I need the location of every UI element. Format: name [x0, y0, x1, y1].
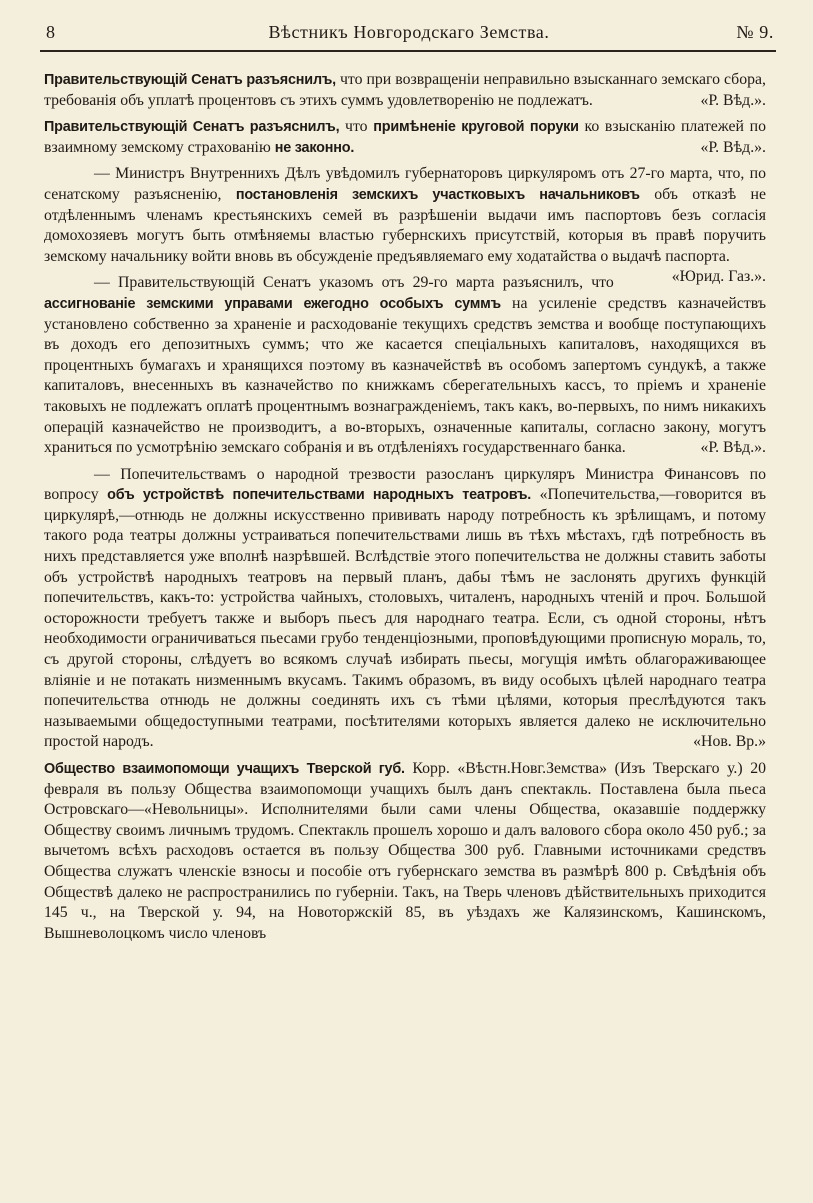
item-text: что: [339, 118, 374, 136]
item-text: — Попечительствамъ о народной трезвости разосланъ циркуляръ Министра Финансовъ по вопросу: [44, 465, 766, 504]
item-text: — Правительствующій Сенатъ указомъ отъ 29-го марта разъяснилъ, что: [94, 274, 614, 292]
news-item-senate-fees: [44, 70, 766, 111]
journal-title: Вѣстникъ Новгородскаго Земства.: [268, 22, 550, 42]
news-item-theatres: [44, 465, 766, 753]
source-ref: «Нов. Вр.»: [693, 733, 766, 751]
item-heading: объ устройствѣ попечительствами народныхъ театровъ.: [107, 487, 532, 504]
news-item-senate-insurance: [44, 117, 766, 158]
article-body: [44, 70, 766, 950]
item-text-2: ко взысканію платежей по взаимному земскому страхованію: [44, 118, 766, 156]
page-number: 8: [46, 22, 56, 42]
issue-number: № 9.: [736, 22, 774, 42]
item-text: — Министръ Внутреннихъ Дѣлъ увѣдомилъ губернаторовъ циркуляромъ отъ 27-го марта, что, по сенатскому разъясненію,: [44, 165, 766, 203]
item-heading: Общество взаимопомощи учащихъ Тверской губ.: [44, 761, 405, 777]
item-text: что при возвращеніи неправильно взысканнаго земскаго сбора, требованія объ уплатѣ процентовъ съ этихъ суммъ удовлетворенію не подлежатъ.: [44, 71, 766, 109]
item-heading: Правительствующій Сенатъ разъяснилъ,: [44, 72, 336, 88]
source-ref: «Р. Вѣд.».: [700, 439, 766, 457]
item-heading: ассигнованіе земскими управами ежегодно особыхъ суммъ: [44, 295, 501, 312]
news-item-tver-society: [44, 759, 766, 944]
source-ref: «Юрид. Газ.».: [671, 268, 766, 286]
item-text-2: «Попечительства,—говорится въ циркулярѣ,—отнюдь не должны искусственно прививать народу потребность къ зрѣлищамъ, и потому такого рода театры должны устраиваться попечительствами лишь въ тѣхъ мѣстахъ, гдѣ потребность въ нихъ представляется уже вполнѣ назрѣвшей. Вслѣдствіе этого попечительства не должны ставить заботы объ устройствѣ народныхъ театровъ на первый планъ, дабы тѣмъ не заслонять другихъ функцій попечительствъ, какъ-то: устройства чайныхъ, столовыхъ, читаленъ, народныхъ чтеній и проч. Большой осторожности требуетъ также и выборъ пьесъ для народнаго театра. Если, съ одной стороны, нѣтъ необходимости ограничиваться пьесами грубо тенденціозными, проповѣдующими прописную мораль, то, съ другой стороны, слѣдуетъ во всякомъ случаѣ избирать пьесы, могущія имѣть облагораживающее вліяніе и не потакать низменнымъ вкусамъ. Такимъ образомъ, въ виду особыхъ цѣлей народнаго театра попечительства отнюдь не должны соединять ихъ съ тѣми цѣлями, которыя преслѣдуются такъ называемыми общедоступными театрами, посѣтителями которыхъ является далеко не исключительно простой народъ.: [44, 486, 766, 751]
item-text-2: на усиленіе средствъ казначействъ установлено собственно за храненіе и расходованіе текущихъ средствъ земства и вообще поступающихъ въ доходъ его депозитныхъ суммъ; что же касается спеціальныхъ капиталовъ, находящихся въ процентныхъ бумагахъ и хранящихся поэтому въ казначействѣ въ особомъ запертомъ сундукѣ, а также капиталовъ, внесенныхъ въ казначейство по книжкамъ сберегательныхъ кассъ, то пріемъ и храненіе таковыхъ не подлежатъ оплатѣ процентнымъ вознагражденіемъ, такъ какъ, во-первыхъ, по нимъ никакихъ операцій казначейство не производитъ, а во-вторыхъ, означенные капиталы, согласно закону, могутъ храниться по усмотрѣнію земскаго собранія и въ отдѣленіяхъ государственнаго банка.: [44, 294, 766, 457]
item-heading: постановленія земскихъ участковыхъ начальниковъ: [235, 186, 640, 203]
item-text-2: объ отказѣ не отдѣленнымъ членамъ крестьянскихъ семей въ разрѣшеніи выдачи имъ паспортовъ безъ согласія домохозяевъ могутъ быть отмѣняемы властью губернскихъ присутствій, которыя въ правѣ поручить земскому начальнику войти вновь въ обсужденіе предъявляемаго ему ходатайства о выдачѣ паспорта.: [44, 185, 766, 265]
source-ref: «Р. Вѣд.».: [700, 138, 766, 156]
news-item-senate-treasury: [44, 273, 766, 458]
running-header: [44, 22, 774, 50]
item-heading: Правительствующій Сенатъ разъяснилъ,: [44, 119, 340, 136]
source-ref: «Р. Вѣд.».: [700, 91, 766, 109]
item-text: Корр. «Вѣстн.Новг.Земства» (Изъ Тверскаго у.) 20 февраля въ пользу Общества взаимопомощи учащихъ былъ данъ спектакль. Поставлена была пьеса Островскаго—«Невольницы». Исполнителями были сами члены Общества, оказавшіе поддержку Обществу своимъ личнымъ трудомъ. Спектакль прошелъ хорошо и далъ валового сбора около 450 руб.; за вычетомъ всѣхъ расходовъ остается въ пользу Общества 300 руб. Главными источниками средствъ Общества служатъ членскіе взносы и пособіе отъ губернскаго земства въ размѣрѣ 800 р. Свѣдѣнія объ Обществѣ далеко не распространились по губерніи. Такъ, на Тверь членовъ дѣйствительныхъ приходится 145 ч., на Тверской у. 94, на Новоторжскій 85, въ уѣздахъ же Калязинскомъ, Кашинскомъ, Вышневолоцкомъ число членовъ: [44, 760, 766, 942]
item-heading-2: примѣненіе круговой поруки: [373, 119, 579, 136]
item-heading-3: не законно.: [274, 139, 355, 156]
header-rule: [40, 50, 776, 52]
